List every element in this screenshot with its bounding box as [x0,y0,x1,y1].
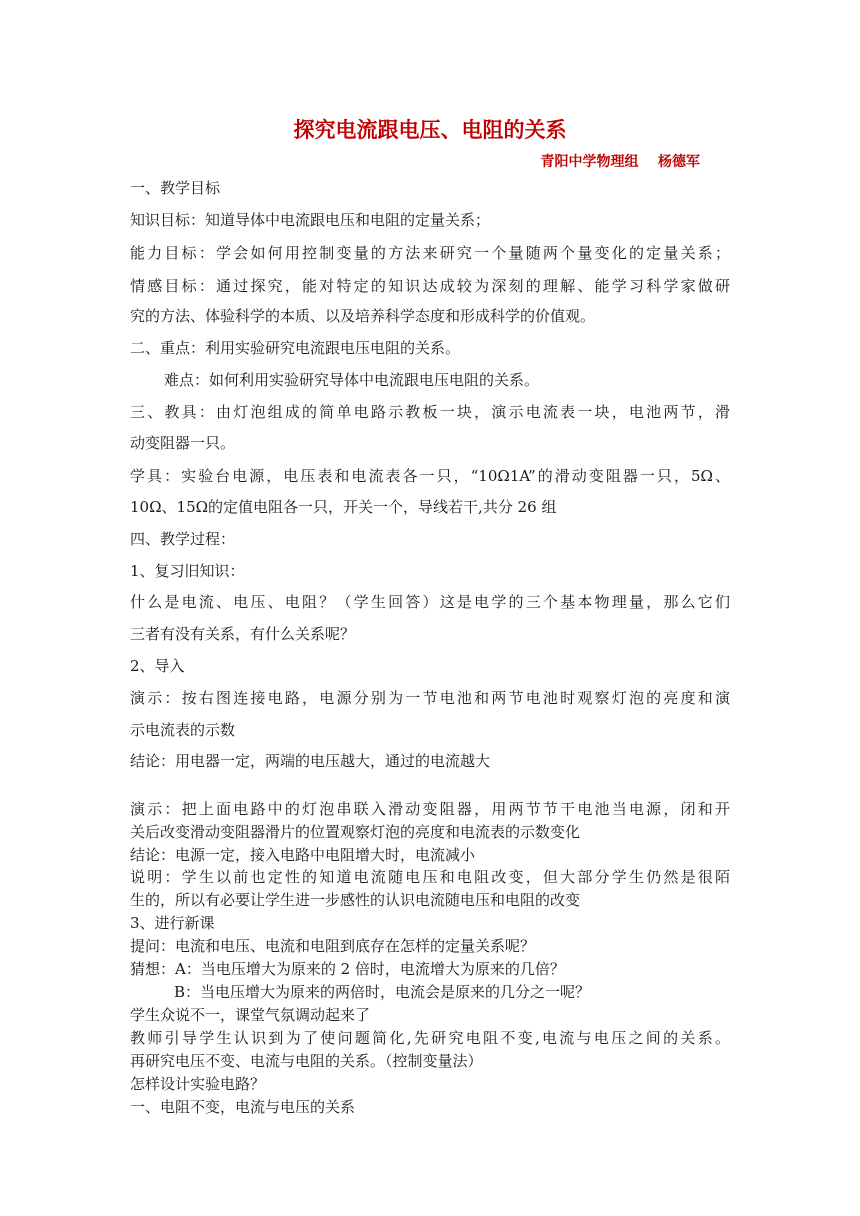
paragraph-line: 究的方法、体验科学的本质、以及培养科学态度和形成科学的价值观。 [130,307,596,325]
document-author: 青阳中学物理组 杨德军 [540,154,700,170]
paragraph-line: 知识目标：知道导体中电流跟电压和电阻的定量关系； [130,211,491,229]
paragraph-line: 教师引导学生认识到为了使问题简化,先研究电阻不变,电流与电压之间的关系。 [130,1029,730,1047]
paragraph-line: 能力目标：学会如何用控制变量的方法来研究一个量随两个量变化的定量关系； [130,244,730,262]
subsection-heading: 2、导入 [130,657,185,675]
paragraph-line: 怎样设计实验电路？ [130,1075,266,1093]
document-title: 探究电流跟电压、电阻的关系 [293,118,567,142]
paragraph-line: B：当电压增大为原来的两倍时，电流会是原来的几分之一呢？ [174,983,591,1001]
paragraph-line: 生的，所以有必要让学生进一步感性的认识电流随电压和电阻的改变 [130,891,581,909]
section-heading: 四、教学过程： [130,530,236,548]
paragraph-line: 猜想：A：当电压增大为原来的 2 倍时，电流增大为原来的几倍？ [130,960,565,978]
paragraph-line: 结论：用电器一定，两端的电压越大，通过的电流越大 [130,752,491,770]
paragraph-line: 什么是电流、电压、电阻？（学生回答）这是电学的三个基本物理量，那么它们 [130,593,730,611]
paragraph-line: 动变阻器一只。 [130,434,236,452]
paragraph-line: 提问：电流和电压、电流和电阻到底存在怎样的定量关系呢？ [130,937,536,955]
paragraph-line: 结论：电源一定，接入电路中电阻增大时，电流减小 [130,846,476,864]
paragraph-line: 关后改变滑动变阻器滑片的位置观察灯泡的亮度和电流表的示数变化 [130,823,581,841]
subsection-heading: 3、进行新课 [130,914,215,932]
paragraph-line: 再研究电压不变、电流与电阻的关系。（控制变量法） [130,1052,483,1070]
paragraph-line: 10Ω、15Ω的定值电阻各一只，开关一个，导线若干,共分 26 组 [130,498,557,516]
section-heading: 一、电阻不变，电流与电压的关系 [130,1098,356,1116]
subsection-heading: 1、复习旧知识： [130,562,245,580]
paragraph-line: 三者有没有关系，有什么关系呢？ [130,625,356,643]
paragraph-line: 说明：学生以前也定性的知道电流随电压和电阻改变，但大部分学生仍然是很陌 [130,868,730,886]
paragraph-line: 示电流表的示数 [130,721,236,739]
paragraph-line: 情感目标：通过探究，能对特定的知识达成较为深刻的理解、能学习科学家做研 [130,277,730,295]
section-heading: 一、教学目标 [130,179,221,197]
paragraph-line: 演示：把上面电路中的灯泡串联入滑动变阻器，用两节节干电池当电源，闭和开 [130,800,730,818]
section-heading: 三、教具：由灯泡组成的简单电路示教板一块，演示电流表一块，电池两节，滑 [130,403,730,421]
paragraph-line: 演示：按右图连接电路，电源分别为一节电池和两节电池时观察灯泡的亮度和演 [130,689,730,707]
paragraph-line: 学具：实验台电源，电压表和电流表各一只，“10Ω1A”的滑动变阻器一只，5Ω、 [130,467,730,485]
paragraph-line: 学生众说不一，课堂气氛调动起来了 [130,1006,371,1024]
section-heading: 二、重点：利用实验研究电流跟电压电阻的关系。 [130,339,461,357]
paragraph-line: 难点：如何利用实验研究导体中电流跟电压电阻的关系。 [164,371,540,389]
